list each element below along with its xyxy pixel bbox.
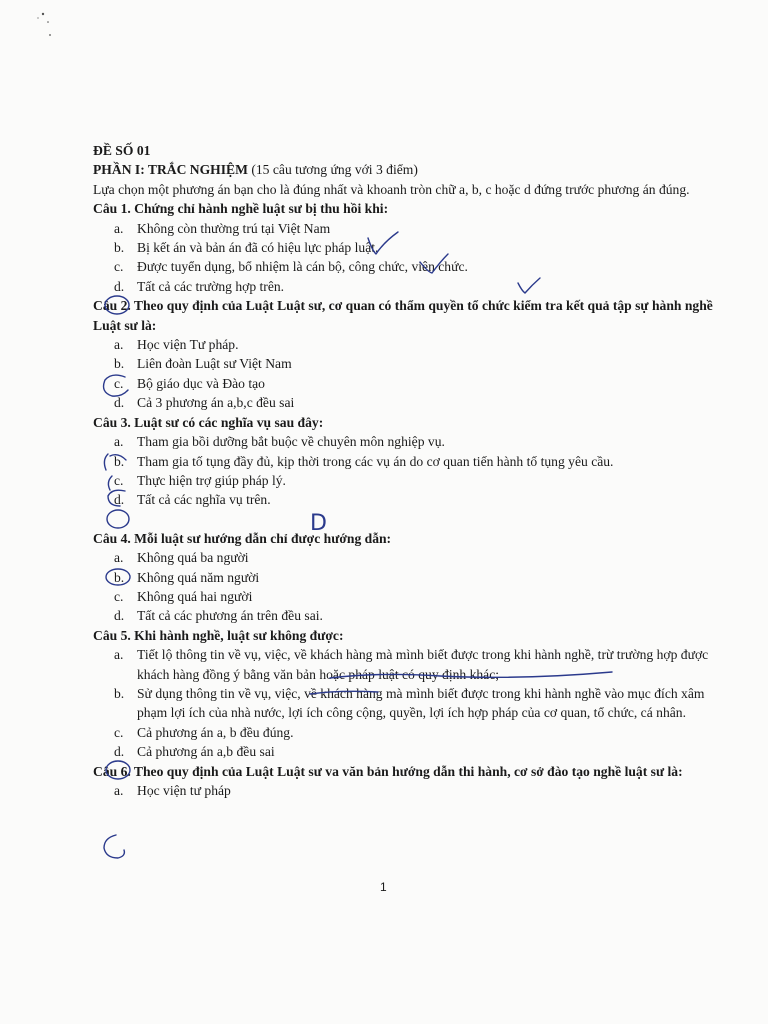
option-label: c. bbox=[114, 724, 124, 740]
question-1-option-c bbox=[93, 257, 713, 276]
option-text: Không quá hai người bbox=[137, 588, 253, 604]
question-2-option-a bbox=[93, 335, 713, 354]
option-text: Không quá năm người bbox=[137, 569, 260, 585]
option-label: b. bbox=[114, 240, 125, 256]
question-5-option-a bbox=[93, 645, 713, 684]
option-label: d. bbox=[114, 608, 125, 624]
question-2-option-b bbox=[93, 354, 713, 373]
option-text: Tiết lộ thông tin về vụ, việc, về khách hàng mà mình biết được trong khi hành nghề, trừ trường hợp được khách hàng đồng ý bằng văn bản hoặc pháp luật có quy định khác; bbox=[137, 647, 709, 682]
exam-title: ĐỀ SỐ 01 bbox=[93, 143, 151, 158]
option-label: a. bbox=[114, 434, 124, 450]
option-label: a. bbox=[114, 647, 124, 663]
question-2-option-d bbox=[93, 393, 713, 412]
instructions: Lựa chọn một phương án bạn cho là đúng nhất và khoanh tròn chữ a, b, c hoặc d đứng trước phương án đúng. bbox=[93, 181, 690, 197]
option-text: Được tuyển dụng, bổ nhiệm là cán bộ, công chức, viên chức. bbox=[137, 259, 468, 275]
question-3-option-c bbox=[93, 471, 713, 490]
option-text: Không quá ba người bbox=[137, 550, 249, 566]
part-note: (15 câu tương ứng với 3 điểm) bbox=[247, 162, 418, 178]
question-3-title: Câu 3. Luật sư có các nghĩa vụ sau đây: bbox=[93, 414, 324, 430]
option-label: d. bbox=[114, 744, 125, 760]
part-heading bbox=[93, 160, 713, 179]
question-1-option-a bbox=[93, 219, 713, 238]
question-2-option-c bbox=[93, 374, 713, 393]
option-label: c. bbox=[114, 588, 124, 604]
question-4-title: Câu 4. Mỗi luật sư hướng dẫn chỉ được hướng dẫn: bbox=[93, 530, 392, 546]
question-3-option-a bbox=[93, 432, 713, 451]
option-label: c. bbox=[114, 259, 124, 275]
option-label: a. bbox=[114, 550, 124, 566]
option-label: c. bbox=[114, 472, 124, 488]
scan-speck bbox=[42, 13, 44, 15]
option-text: Tham gia tố tụng đầy đủ, kịp thời trong các vụ án do cơ quan tiến hành tố tụng yêu cầu. bbox=[137, 453, 614, 469]
question-5-option-d bbox=[93, 742, 713, 761]
option-text: Học viện tư pháp bbox=[137, 783, 231, 798]
question-2-title: Câu 2. Theo quy định của Luật Luật sư, cơ quan có thẩm quyền tổ chức kiểm tra kết quả tập sự hành nghề Luật sư là: bbox=[93, 298, 713, 333]
question-4-option-d bbox=[93, 606, 713, 625]
scan-speck bbox=[47, 21, 49, 23]
question-1-title: Câu 1. Chứng chỉ hành nghề luật sư bị thu hồi khi: bbox=[93, 201, 389, 217]
scan-speck bbox=[49, 34, 51, 36]
option-text: Sử dụng thông tin về vụ, việc, về khách hàng mà mình biết được trong khi hành nghề vào mục đích xâm phạm lợi ích của nhà nước, lợi ích công cộng, quyền, lợi ích hợp pháp của cơ quan, tổ chức, cá nhân. bbox=[137, 685, 705, 721]
answer-circle-icon bbox=[104, 835, 124, 858]
option-label: a. bbox=[114, 220, 124, 236]
spacer bbox=[93, 510, 713, 529]
option-text: Tham gia bồi dưỡng bắt buộc về chuyên môn nghiệp vụ. bbox=[137, 434, 445, 450]
question-6-title: Câu 6. Theo quy định của Luật Luật sư va văn bản hướng dẫn thi hành, cơ sở đào tạo nghề luật sư là: bbox=[93, 763, 683, 779]
question-3-option-d bbox=[93, 490, 713, 509]
option-text: Tất cả các nghĩa vụ trên. bbox=[137, 492, 271, 508]
question-5-title: Câu 5. Khi hành nghề, luật sư không được: bbox=[93, 627, 344, 643]
option-text: Học viện Tư pháp. bbox=[137, 337, 239, 353]
exam-body bbox=[93, 141, 713, 800]
option-label: a. bbox=[114, 337, 124, 353]
question-4-option-c bbox=[93, 587, 713, 606]
option-label: b. bbox=[114, 569, 125, 585]
question-5-option-c bbox=[93, 723, 713, 742]
option-text: Cả 3 phương án a,b,c đều sai bbox=[137, 395, 295, 411]
option-label: b. bbox=[114, 453, 125, 469]
question-1-option-b bbox=[93, 238, 713, 257]
option-text: Tất cả các phương án trên đều sai. bbox=[137, 608, 323, 624]
option-text: Liên đoàn Luật sư Việt Nam bbox=[137, 356, 292, 372]
option-label: d. bbox=[114, 492, 125, 508]
option-text: Thực hiện trợ giúp pháp lý. bbox=[137, 472, 286, 488]
option-text: Bộ giáo dục và Đào tạo bbox=[137, 375, 265, 391]
part-title: PHẦN I: TRẮC NGHIỆM bbox=[93, 162, 248, 178]
option-label: b. bbox=[114, 685, 125, 701]
option-text: Tất cả các trường hợp trên. bbox=[137, 278, 285, 294]
question-3-option-b bbox=[93, 452, 713, 471]
option-text: Cả phương án a, b đều đúng. bbox=[137, 724, 294, 740]
page-number: 1 bbox=[380, 880, 387, 894]
handwritten-answer: D bbox=[310, 511, 327, 536]
question-5-option-b bbox=[93, 684, 713, 723]
option-label: a. bbox=[114, 783, 124, 798]
question-6-option-a bbox=[93, 781, 713, 800]
option-text: Không còn thường trú tại Việt Nam bbox=[137, 220, 331, 236]
option-label: d. bbox=[114, 278, 125, 294]
scan-speck bbox=[37, 17, 38, 18]
option-label: c. bbox=[114, 375, 124, 391]
question-4-option-b bbox=[93, 568, 713, 587]
option-text: Bị kết án và bản án đã có hiệu lực pháp luật. bbox=[137, 240, 379, 256]
question-4-option-a bbox=[93, 548, 713, 567]
option-text: Cả phương án a,b đều sai bbox=[137, 744, 275, 760]
option-label: d. bbox=[114, 395, 125, 411]
option-label: b. bbox=[114, 356, 125, 372]
question-1-option-d bbox=[93, 277, 713, 296]
